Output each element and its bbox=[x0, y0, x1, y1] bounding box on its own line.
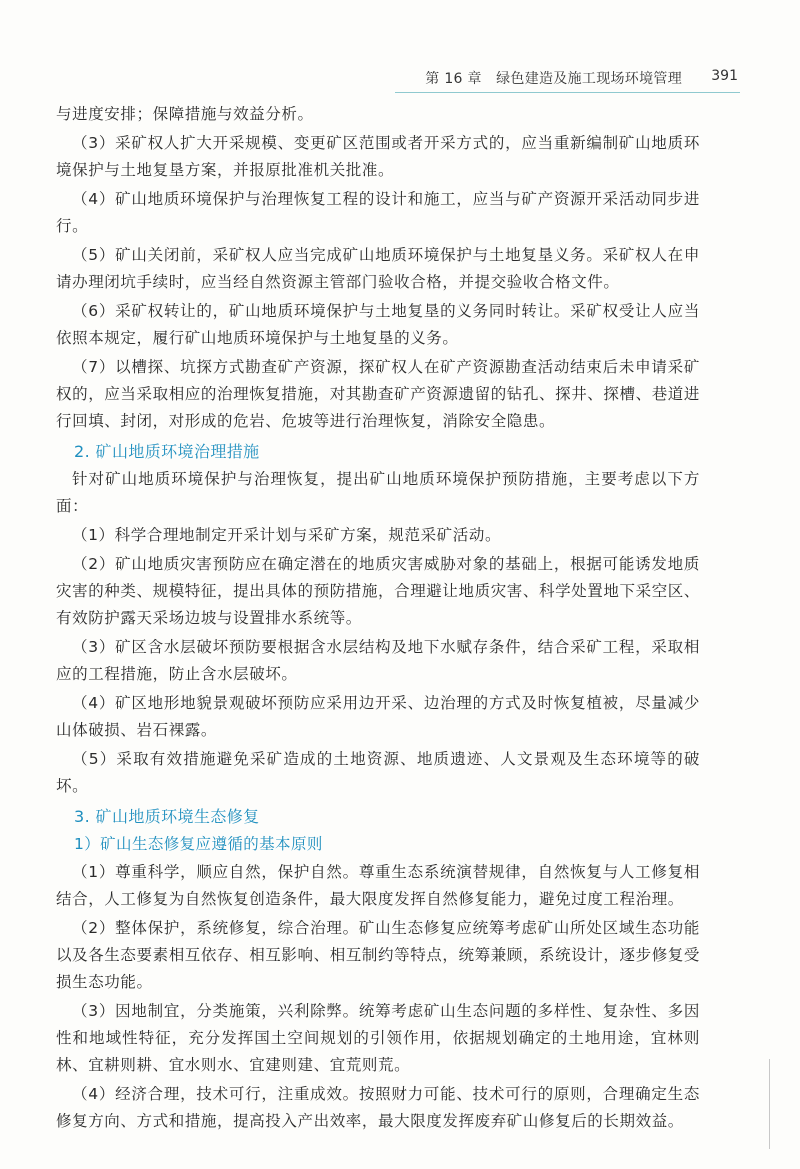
page-header bbox=[0, 60, 800, 94]
subsection-heading: 1）矿山生态修复应遵循的基本原则 bbox=[74, 835, 323, 853]
paragraph: （3）因地制宜，分类施策，兴利除弊。统筹考虑矿山生态问题的多样性、复杂性、多因性和地域性特征，充分发挥国土空间规划的引领作用，依据规划确定的土地用途，宜林则林、宜耕则耕、宜水则水、宜建则建、宜荒则荒。 bbox=[56, 1002, 700, 1074]
paragraph: （1）尊重科学，顺应自然，保护自然。尊重生态系统演替规律，自然恢复与人工修复相结合，人工修复为自然恢复创造条件，最大限度发挥自然修复能力，避免过度工程治理。 bbox=[56, 863, 700, 908]
paragraph: 针对矿山地质环境保护与治理恢复，提出矿山地质环境保护预防措施，主要考虑以下方面： bbox=[56, 470, 700, 515]
paragraph: （2）矿山地质灾害预防应在确定潜在的地质灾害威胁对象的基础上，根据可能诱发地质灾害的种类、规模特征，提出具体的预防措施，合理避让地质灾害、科学处置地下采空区、有效防护露天采场边坡与设置排水系统等。 bbox=[56, 555, 701, 627]
paragraph: （4）经济合理，技术可行，注重成效。按照财力可能、技术可行的原则，合理确定生态修复方向、方式和措施，提高投入产出效率，最大限度发挥废弃矿山修复后的长期效益。 bbox=[56, 1085, 700, 1130]
paragraph: （4）矿区地形地貌景观破坏预防应采用边开采、边治理的方式及时恢复植被，尽量减少山体破损、岩石裸露。 bbox=[56, 694, 700, 739]
page-number: 391 bbox=[711, 68, 738, 84]
paragraph: （4）矿山地质环境保护与治理恢复工程的设计和施工，应当与矿产资源开采活动同步进行。 bbox=[56, 190, 700, 235]
page-edge-mark bbox=[769, 1059, 770, 1149]
paragraph: 与进度安排；保障措施与效益分析。 bbox=[56, 105, 314, 123]
paragraph: （5）采取有效措施避免采矿造成的土地资源、地质遗迹、人文景观及生态环境等的破坏。 bbox=[56, 750, 700, 795]
paragraph: （5）矿山关闭前，采矿权人应当完成矿山地质环境保护与土地复垦义务。采矿权人在申请办理闭坑手续时，应当经自然资源主管部门验收合格，并提交验收合格文件。 bbox=[56, 246, 700, 291]
paragraph: （3）采矿权人扩大开采规模、变更矿区范围或者开采方式的，应当重新编制矿山地质环境保护与土地复垦方案，并报原批准机关批准。 bbox=[56, 134, 700, 179]
chapter-title: 第 16 章 绿色建造及施工现场环境管理 bbox=[425, 71, 682, 87]
header-rule bbox=[395, 92, 740, 93]
paragraph: （7）以槽探、坑探方式勘查矿产资源，探矿权人在矿产资源勘查活动结束后未申请采矿权的，应当采取相应的治理恢复措施，对其勘查矿产资源遗留的钻孔、探井、探槽、巷道进行回填、封闭，对形成的危岩、危坡等进行治理恢复，消除安全隐患。 bbox=[56, 358, 701, 430]
paragraph: （1）科学合理地制定开采计划与采矿方案，规范采矿活动。 bbox=[72, 526, 502, 544]
paragraph: （3）矿区含水层破坏预防要根据含水层结构及地下水赋存条件，结合采矿工程，采取相应的工程措施，防止含水层破坏。 bbox=[56, 638, 700, 683]
paragraph: （6）采矿权转让的，矿山地质环境保护与土地复垦的义务同时转让。采矿权受让人应当依照本规定，履行矿山地质环境保护与土地复垦的义务。 bbox=[56, 302, 700, 347]
section-heading: 3. 矿山地质环境生态修复 bbox=[74, 807, 260, 826]
section-heading: 2. 矿山地质环境治理措施 bbox=[74, 442, 260, 461]
body-text bbox=[56, 101, 700, 1137]
paragraph: （2）整体保护，系统修复，综合治理。矿山生态修复应统筹考虑矿山所处区域生态功能以及各生态要素相互依存、相互影响、相互制约等特点，统筹兼顾，系统设计，逐步修复受损生态功能。 bbox=[56, 919, 701, 991]
